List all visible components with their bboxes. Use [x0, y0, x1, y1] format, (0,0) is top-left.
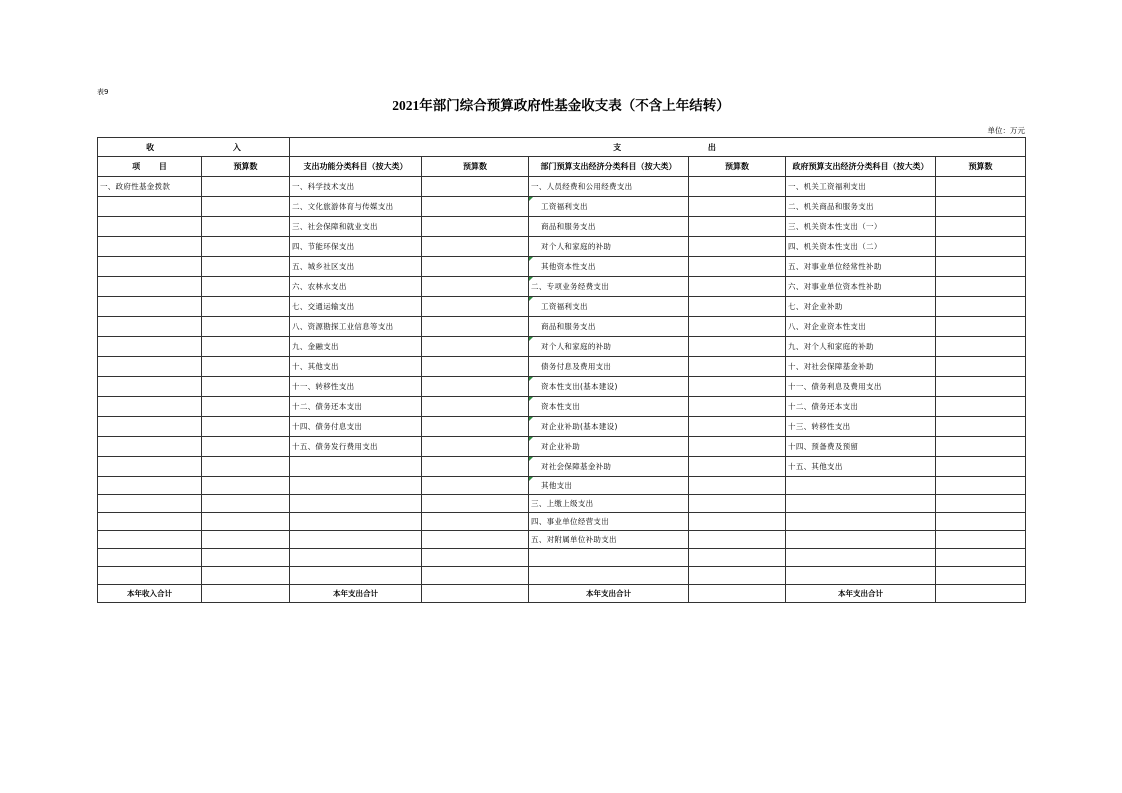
function-item-cell: 九、金融支出	[290, 337, 422, 357]
dept-econ-item-cell: 一、人员经费和公用经费支出	[529, 177, 689, 197]
table-row	[98, 317, 1026, 337]
income-item-cell	[98, 397, 202, 417]
gov-econ-item-cell: 六、对事业单位资本性补助	[786, 277, 936, 297]
gov-econ-item-cell: 九、对个人和家庭的补助	[786, 337, 936, 357]
function-budget-cell	[422, 531, 529, 549]
table-row	[98, 377, 1026, 397]
gov-econ-item-cell: 七、对企业补助	[786, 297, 936, 317]
function-item-cell: 十四、债务付息支出	[290, 417, 422, 437]
dept-econ-item-cell: 其他支出	[529, 477, 689, 495]
gov-econ-item-cell: 十、对社会保障基金补助	[786, 357, 936, 377]
table-row	[98, 237, 1026, 257]
income-item-cell	[98, 567, 202, 585]
dept-econ-item-cell: 对个人和家庭的补助	[529, 337, 689, 357]
function-budget-cell	[422, 477, 529, 495]
dept-econ-item-cell: 工资福利支出	[529, 197, 689, 217]
gov-econ-item-cell: 八、对企业资本性支出	[786, 317, 936, 337]
income-item-cell	[98, 277, 202, 297]
table-row	[98, 417, 1026, 437]
income-budget-cell	[202, 177, 290, 197]
gov-econ-item-cell: 四、机关资本性支出（二）	[786, 237, 936, 257]
gov-econ-budget-cell	[936, 297, 1026, 317]
function-budget-cell	[422, 397, 529, 417]
income-budget-cell	[202, 437, 290, 457]
page-title: 2021年部门综合预算政府性基金收支表（不含上年结转）	[392, 98, 730, 113]
gov-econ-budget-cell	[936, 531, 1026, 549]
income-budget-cell	[202, 495, 290, 513]
function-item-cell	[290, 567, 422, 585]
dept-econ-item-cell: 资本性支出	[529, 397, 689, 417]
function-budget-cell	[422, 277, 529, 297]
gov-econ-budget-cell	[936, 513, 1026, 531]
function-budget-cell	[422, 377, 529, 397]
dept-econ-item-cell: 商品和服务支出	[529, 217, 689, 237]
income-total-label: 本年收入合计	[98, 585, 202, 603]
gov-econ-item-cell: 十二、债务还本支出	[786, 397, 936, 417]
expense-header: 支 出	[290, 138, 1026, 157]
dept-econ-item-cell	[529, 567, 689, 585]
dept-econ-budget-header: 预算数	[689, 157, 786, 177]
function-item-cell: 二、文化旅游体育与传媒支出	[290, 197, 422, 217]
income-item-cell	[98, 197, 202, 217]
function-budget-cell	[422, 437, 529, 457]
header-row-columns	[98, 157, 1026, 177]
function-budget-cell	[422, 495, 529, 513]
table-row	[98, 531, 1026, 549]
income-budget-cell	[202, 257, 290, 277]
gov-econ-budget-cell	[936, 397, 1026, 417]
income-total-value	[202, 585, 290, 603]
gov-econ-item-cell: 十五、其他支出	[786, 457, 936, 477]
dept-econ-budget-cell	[689, 417, 786, 437]
gov-econ-item-cell	[786, 495, 936, 513]
table-row	[98, 495, 1026, 513]
income-item-header: 项 目	[98, 157, 202, 177]
dept-econ-item-cell: 工资福利支出	[529, 297, 689, 317]
gov-econ-item-cell: 十四、预备费及预留	[786, 437, 936, 457]
gov-econ-budget-cell	[936, 437, 1026, 457]
gov-econ-item-cell: 一、机关工资福利支出	[786, 177, 936, 197]
function-budget-header: 预算数	[422, 157, 529, 177]
gov-econ-budget-cell	[936, 257, 1026, 277]
dept-econ-budget-cell	[689, 337, 786, 357]
gov-econ-budget-cell	[936, 495, 1026, 513]
dept-econ-item-cell: 其他资本性支出	[529, 257, 689, 277]
table-row-empty	[98, 567, 1026, 585]
income-item-cell	[98, 297, 202, 317]
table-row	[98, 357, 1026, 377]
income-budget-cell	[202, 531, 290, 549]
income-budget-cell	[202, 277, 290, 297]
income-budget-cell	[202, 217, 290, 237]
dept-econ-budget-cell	[689, 217, 786, 237]
function-item-cell: 五、城乡社区支出	[290, 257, 422, 277]
dept-econ-budget-cell	[689, 531, 786, 549]
function-total-label: 本年支出合计	[290, 585, 422, 603]
function-item-cell	[290, 457, 422, 477]
dept-econ-item-cell	[529, 549, 689, 567]
function-item-cell	[290, 513, 422, 531]
dept-econ-item-cell: 五、对附属单位补助支出	[529, 531, 689, 549]
dept-econ-budget-cell	[689, 397, 786, 417]
income-budget-cell	[202, 337, 290, 357]
function-item-cell	[290, 531, 422, 549]
income-budget-cell	[202, 377, 290, 397]
function-item-cell	[290, 495, 422, 513]
function-total-value	[422, 585, 529, 603]
table-row	[98, 477, 1026, 495]
dept-econ-item-cell: 四、事业单位经营支出	[529, 513, 689, 531]
function-item-cell: 一、科学技术支出	[290, 177, 422, 197]
function-item-cell: 十、其他支出	[290, 357, 422, 377]
gov-econ-budget-cell	[936, 317, 1026, 337]
income-budget-cell	[202, 549, 290, 567]
income-budget-cell	[202, 567, 290, 585]
table-row	[98, 513, 1026, 531]
function-item-cell: 三、社会保障和就业支出	[290, 217, 422, 237]
dept-econ-item-cell: 对企业补助(基本建设)	[529, 417, 689, 437]
gov-econ-item-cell	[786, 567, 936, 585]
gov-econ-budget-header: 预算数	[936, 157, 1026, 177]
function-budget-cell	[422, 217, 529, 237]
gov-econ-budget-cell	[936, 457, 1026, 477]
gov-econ-budget-cell	[936, 417, 1026, 437]
dept-econ-total-value	[689, 585, 786, 603]
gov-econ-budget-cell	[936, 217, 1026, 237]
table-row	[98, 337, 1026, 357]
function-budget-cell	[422, 297, 529, 317]
gov-econ-budget-cell	[936, 177, 1026, 197]
function-item-cell: 六、农林水支出	[290, 277, 422, 297]
gov-econ-budget-cell	[936, 357, 1026, 377]
table-row	[98, 437, 1026, 457]
gov-econ-budget-cell	[936, 337, 1026, 357]
gov-econ-budget-cell	[936, 377, 1026, 397]
dept-econ-category-header: 部门预算支出经济分类科目（按大类）	[529, 157, 689, 177]
income-item-cell	[98, 337, 202, 357]
income-budget-cell	[202, 237, 290, 257]
dept-econ-item-cell: 商品和服务支出	[529, 317, 689, 337]
function-item-cell: 十二、债务还本支出	[290, 397, 422, 417]
dept-econ-budget-cell	[689, 177, 786, 197]
dept-econ-budget-cell	[689, 377, 786, 397]
function-category-header: 支出功能分类科目（按大类）	[290, 157, 422, 177]
function-budget-cell	[422, 549, 529, 567]
dept-econ-budget-cell	[689, 549, 786, 567]
function-budget-cell	[422, 357, 529, 377]
gov-econ-budget-cell	[936, 549, 1026, 567]
function-item-cell: 七、交通运输支出	[290, 297, 422, 317]
dept-econ-item-cell: 二、专项业务经费支出	[529, 277, 689, 297]
income-budget-header: 预算数	[202, 157, 290, 177]
gov-econ-item-cell: 五、对事业单位经常性补助	[786, 257, 936, 277]
header-row-section	[98, 138, 1026, 157]
gov-econ-category-header: 政府预算支出经济分类科目（按大类）	[786, 157, 936, 177]
function-item-cell: 十五、债务发行费用支出	[290, 437, 422, 457]
function-budget-cell	[422, 457, 529, 477]
gov-econ-item-cell: 三、机关资本性支出（一）	[786, 217, 936, 237]
gov-econ-item-cell: 十一、债务利息及费用支出	[786, 377, 936, 397]
income-budget-cell	[202, 513, 290, 531]
gov-econ-budget-cell	[936, 567, 1026, 585]
gov-econ-item-cell: 十三、转移性支出	[786, 417, 936, 437]
dept-econ-item-cell: 对个人和家庭的补助	[529, 237, 689, 257]
function-item-cell	[290, 477, 422, 495]
table-row	[98, 257, 1026, 277]
function-budget-cell	[422, 237, 529, 257]
income-budget-cell	[202, 297, 290, 317]
dept-econ-budget-cell	[689, 513, 786, 531]
table-row	[98, 197, 1026, 217]
income-header: 收 入	[98, 138, 290, 157]
dept-econ-item-cell: 对社会保障基金补助	[529, 457, 689, 477]
function-budget-cell	[422, 513, 529, 531]
dept-econ-total-label: 本年支出合计	[529, 585, 689, 603]
dept-econ-budget-cell	[689, 437, 786, 457]
income-item-cell	[98, 257, 202, 277]
unit-label: 单位：万元	[987, 126, 1025, 135]
income-budget-cell	[202, 457, 290, 477]
table-row	[98, 277, 1026, 297]
function-budget-cell	[422, 317, 529, 337]
income-item-cell	[98, 217, 202, 237]
gov-econ-budget-cell	[936, 237, 1026, 257]
income-item-cell	[98, 477, 202, 495]
table-row	[98, 217, 1026, 237]
function-item-cell: 八、资源勘探工业信息等支出	[290, 317, 422, 337]
table-row-empty	[98, 549, 1026, 567]
dept-econ-budget-cell	[689, 297, 786, 317]
income-budget-cell	[202, 357, 290, 377]
dept-econ-item-cell: 三、上缴上级支出	[529, 495, 689, 513]
income-budget-cell	[202, 477, 290, 495]
gov-econ-item-cell: 二、机关商品和服务支出	[786, 197, 936, 217]
dept-econ-budget-cell	[689, 237, 786, 257]
income-budget-cell	[202, 197, 290, 217]
function-budget-cell	[422, 417, 529, 437]
dept-econ-budget-cell	[689, 277, 786, 297]
gov-econ-total-value	[936, 585, 1026, 603]
income-item-cell: 一、政府性基金拨款	[98, 177, 202, 197]
function-budget-cell	[422, 197, 529, 217]
gov-econ-budget-cell	[936, 277, 1026, 297]
income-item-cell	[98, 417, 202, 437]
dept-econ-budget-cell	[689, 257, 786, 277]
dept-econ-budget-cell	[689, 567, 786, 585]
dept-econ-budget-cell	[689, 457, 786, 477]
gov-econ-item-cell	[786, 477, 936, 495]
table-row	[98, 397, 1026, 417]
income-item-cell	[98, 513, 202, 531]
function-item-cell: 十一、转移性支出	[290, 377, 422, 397]
function-budget-cell	[422, 567, 529, 585]
function-budget-cell	[422, 177, 529, 197]
income-budget-cell	[202, 397, 290, 417]
income-item-cell	[98, 437, 202, 457]
income-budget-cell	[202, 317, 290, 337]
income-item-cell	[98, 317, 202, 337]
income-budget-cell	[202, 417, 290, 437]
function-budget-cell	[422, 337, 529, 357]
income-item-cell	[98, 531, 202, 549]
function-budget-cell	[422, 257, 529, 277]
income-item-cell	[98, 457, 202, 477]
gov-econ-total-label: 本年支出合计	[786, 585, 936, 603]
function-item-cell: 四、节能环保支出	[290, 237, 422, 257]
gov-econ-item-cell	[786, 549, 936, 567]
table-row	[98, 177, 1026, 197]
function-item-cell	[290, 549, 422, 567]
dept-econ-budget-cell	[689, 317, 786, 337]
table-row	[98, 297, 1026, 317]
income-item-cell	[98, 549, 202, 567]
gov-econ-item-cell	[786, 513, 936, 531]
dept-econ-item-cell: 债务付息及费用支出	[529, 357, 689, 377]
income-item-cell	[98, 357, 202, 377]
income-item-cell	[98, 377, 202, 397]
dept-econ-budget-cell	[689, 357, 786, 377]
table-number-label: 表9	[97, 88, 109, 96]
dept-econ-budget-cell	[689, 477, 786, 495]
budget-table	[97, 137, 1026, 603]
table-row	[98, 457, 1026, 477]
gov-econ-item-cell	[786, 531, 936, 549]
gov-econ-budget-cell	[936, 197, 1026, 217]
gov-econ-budget-cell	[936, 477, 1026, 495]
dept-econ-item-cell: 对企业补助	[529, 437, 689, 457]
total-row	[98, 585, 1026, 603]
income-item-cell	[98, 237, 202, 257]
dept-econ-item-cell: 资本性支出(基本建设)	[529, 377, 689, 397]
dept-econ-budget-cell	[689, 197, 786, 217]
income-item-cell	[98, 495, 202, 513]
dept-econ-budget-cell	[689, 495, 786, 513]
